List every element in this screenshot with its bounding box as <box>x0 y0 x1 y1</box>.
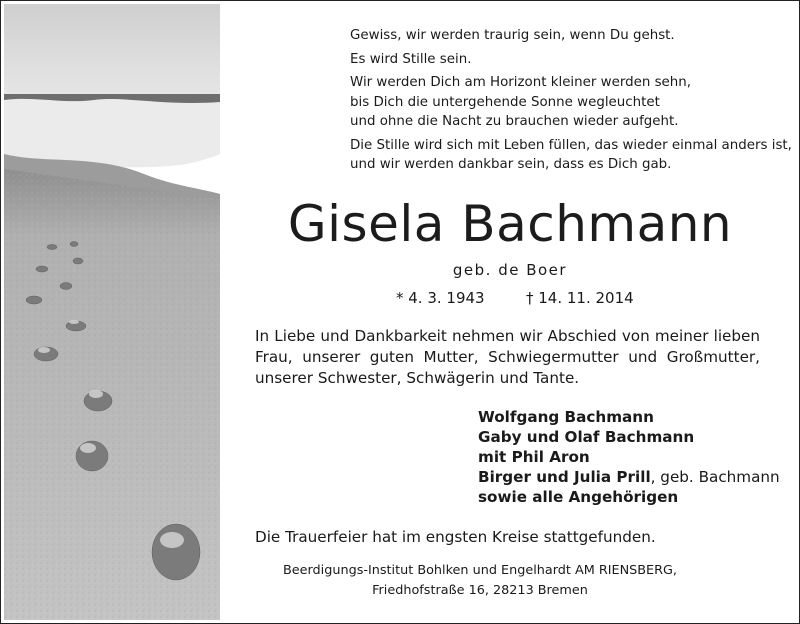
obituary-text-area <box>220 1 799 623</box>
poem-line: Die Stille wird sich mit Leben füllen, das wieder einmal anders ist, <box>350 137 792 153</box>
announcement-line: Frau, unserer guten Mutter, Schwiegermutter und Großmutter, <box>255 348 760 366</box>
poem-line: Gewiss, wir werden traurig sein, wenn Du gehst. <box>350 28 675 43</box>
poem <box>350 26 790 179</box>
mourner-entry <box>478 427 798 447</box>
deceased-name: Gisela Bachmann <box>287 195 733 253</box>
poem-line: und ohne die Nacht zu brauchen wieder aufgeht. <box>350 114 679 129</box>
mourner-entry <box>478 487 798 507</box>
announcement-line: In Liebe und Dankbarkeit nehmen wir Abschied von meiner lieben <box>255 327 760 345</box>
poem-line: Wir werden Dich am Horizont kleiner werden sehn, <box>350 75 692 90</box>
mourner-entry <box>478 407 798 427</box>
mourner-entry <box>478 467 798 487</box>
poem-line: Es wird Stille sein. <box>350 51 472 67</box>
poem-stanza <box>350 26 790 46</box>
ceremony-note: Die Trauerfeier hat im engsten Kreise stattgefunden. <box>255 528 656 546</box>
poem-line: und wir werden dankbar sein, dass es Dich gab. <box>350 157 672 172</box>
poem-line: bis Dich die untergehende Sonne wegleuchtet <box>350 94 660 110</box>
funeral-home-address: Friedhofstraße 16, 28213 Bremen <box>372 583 588 598</box>
mourner-name: Wolfgang Bachmann <box>478 408 654 426</box>
poem-stanza <box>350 50 790 70</box>
birth-date: * 4. 3. 1943 <box>396 289 485 307</box>
mourners-list <box>478 407 798 507</box>
mourner-name: mit Phil Aron <box>478 448 590 466</box>
mourner-name: Birger und Julia Prill <box>478 468 651 486</box>
mourner-note: , geb. Bachmann <box>650 468 780 486</box>
mourner-entry <box>478 447 798 467</box>
poem-stanza <box>350 136 790 175</box>
announcement-text <box>255 326 760 389</box>
beach-footprints-photo <box>4 4 220 620</box>
funeral-home-name: Beerdigungs-Institut Bohlken und Engelhardt AM RIENSBERG, <box>282 563 678 578</box>
maiden-name: geb. de Boer <box>452 261 568 279</box>
footprints-in-sand-image <box>4 4 220 620</box>
mourner-name: sowie alle Angehörigen <box>478 488 679 506</box>
funeral-home-info <box>220 561 740 601</box>
poem-stanza <box>350 73 790 132</box>
death-date: † 14. 11. 2014 <box>526 289 634 307</box>
announcement-line: unserer Schwester, Schwägerin und Tante. <box>255 369 580 387</box>
mourner-name: Gaby und Olaf Bachmann <box>478 428 695 446</box>
